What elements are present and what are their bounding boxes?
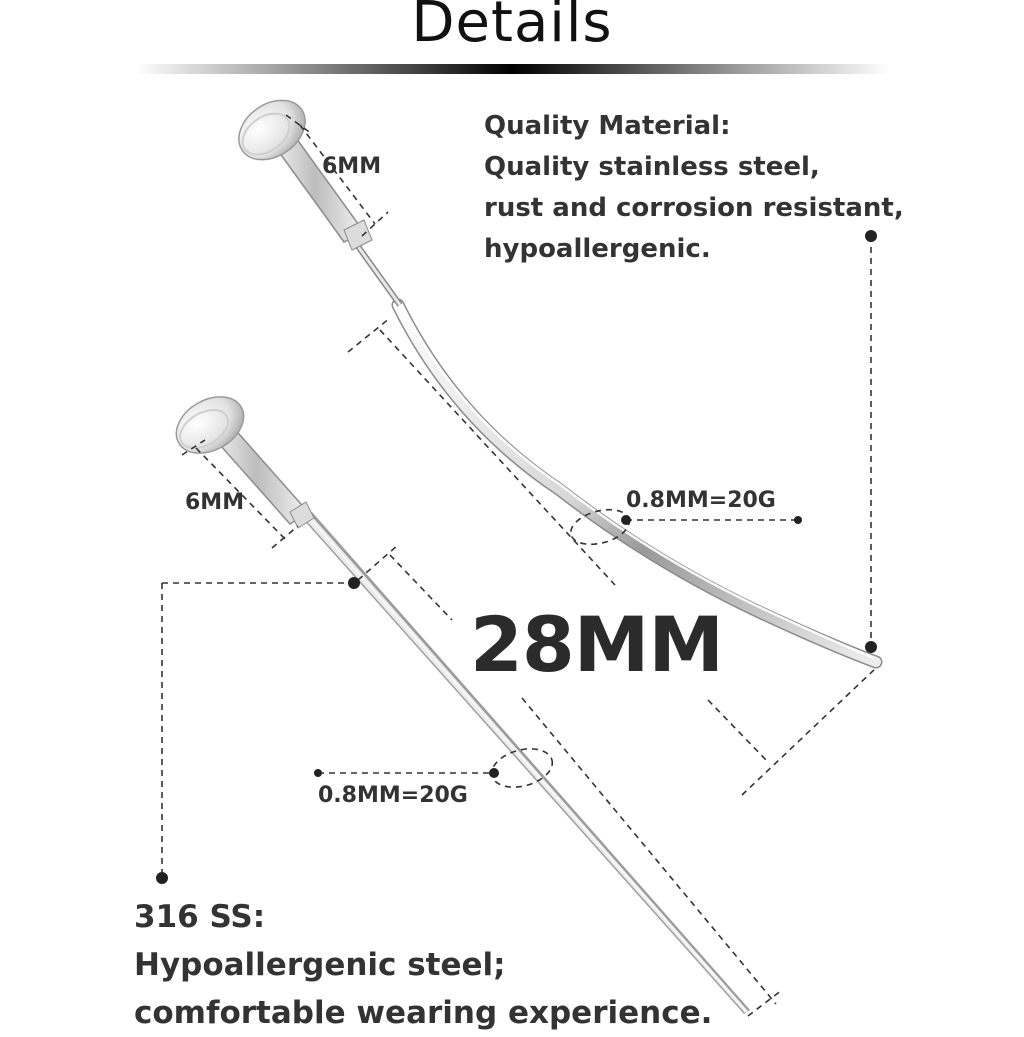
material-note-line: Hypoallergenic steel; [134, 947, 506, 983]
bottom-gauge-dot-left [314, 769, 322, 777]
quality-material-line: Quality stainless steel, [484, 152, 820, 182]
quality-material-heading: Quality Material: [484, 111, 731, 141]
length-label: 28MM [470, 600, 724, 689]
top-gauge-dot-right [794, 516, 802, 524]
top-gauge-dot-left [621, 515, 631, 525]
material-note-line: comfortable wearing experience. [134, 995, 713, 1031]
bottom-gauge-label: 0.8MM=20G [318, 783, 468, 808]
page-title: Details [411, 0, 613, 55]
material-note-block [134, 893, 712, 1037]
material-note-heading: 316 SS: [134, 899, 266, 935]
ss-leader-dot-top [348, 577, 360, 589]
bottom-gauge-dot-right [489, 768, 499, 778]
ss-leader-dot-bottom [156, 872, 168, 884]
top-head-size-label: 6MM [322, 154, 382, 179]
quality-material-line: rust and corrosion resistant, [484, 193, 904, 223]
bottom-head-size-label: 6MM [185, 490, 245, 515]
material-leader-dot-bottom [865, 641, 877, 653]
quality-material-line: hypoallergenic. [484, 234, 711, 264]
top-gauge-label: 0.8MM=20G [626, 488, 776, 513]
quality-material-block [484, 106, 904, 270]
title-divider [135, 64, 890, 74]
